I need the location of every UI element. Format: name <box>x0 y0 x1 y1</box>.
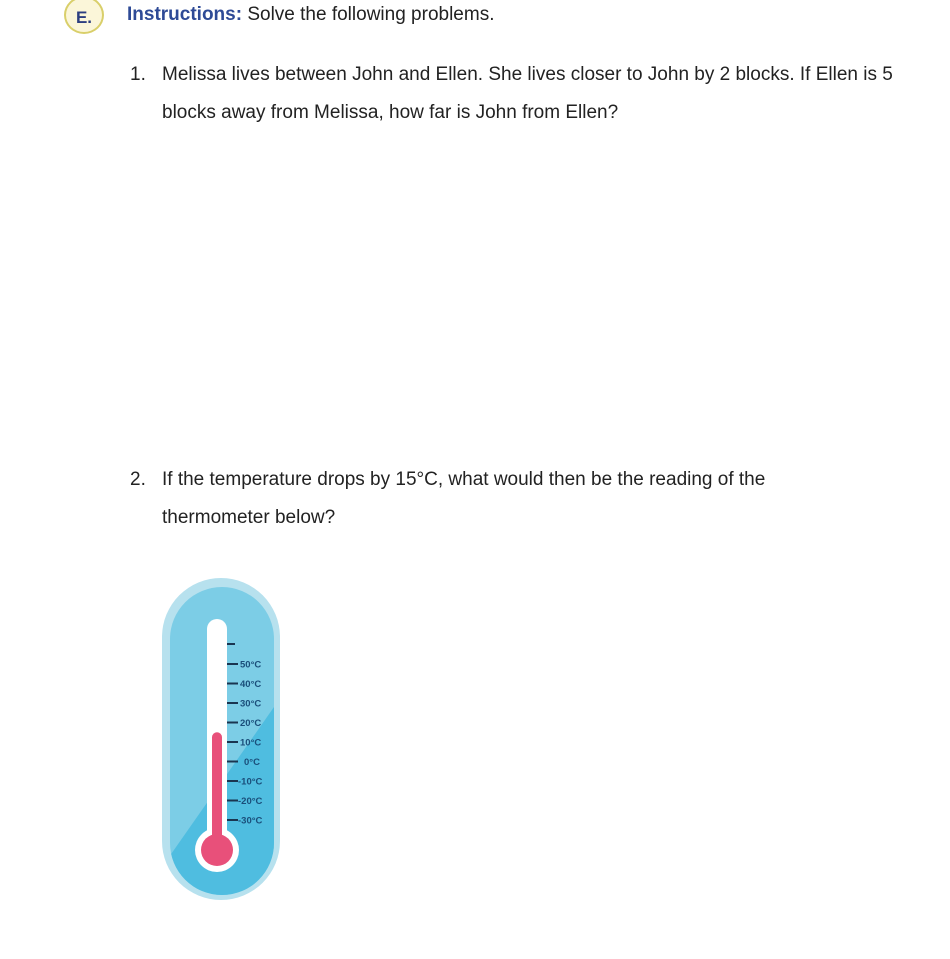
svg-text:30°C: 30°C <box>240 698 262 710</box>
mercury-column <box>212 732 222 850</box>
problem-number: 2. <box>130 469 146 490</box>
thermometer-bulb <box>201 834 233 866</box>
svg-text:20°C: 20°C <box>240 718 262 729</box>
instructions-text: Solve the following problems. <box>242 4 495 25</box>
svg-text:-20°C: -20°C <box>238 796 263 807</box>
problem-number: 1. <box>130 64 146 85</box>
instructions <box>127 3 494 27</box>
svg-text:40°C: 40°C <box>240 679 262 690</box>
svg-text:10°C: 10°C <box>240 737 262 749</box>
svg-text:0°C: 0°C <box>244 757 260 768</box>
svg-text:50°C: 50°C <box>240 659 262 671</box>
section-badge: E. <box>64 0 104 34</box>
instructions-lead: Instructions: <box>127 4 243 25</box>
svg-text:-10°C: -10°C <box>238 776 263 788</box>
thermometer-figure <box>162 577 282 902</box>
thermometer <box>162 577 282 907</box>
problem-text: Melissa lives between John and Ellen. She lives closer to John by 2 blocks. If Ellen is 5 blocks away from Melissa, how far is John from Ellen? <box>162 64 893 123</box>
svg-text:-30°C: -30°C <box>238 815 263 827</box>
problem-text: If the temperature drops by 15°C, what would then be the reading of the thermometer below? <box>162 469 766 528</box>
